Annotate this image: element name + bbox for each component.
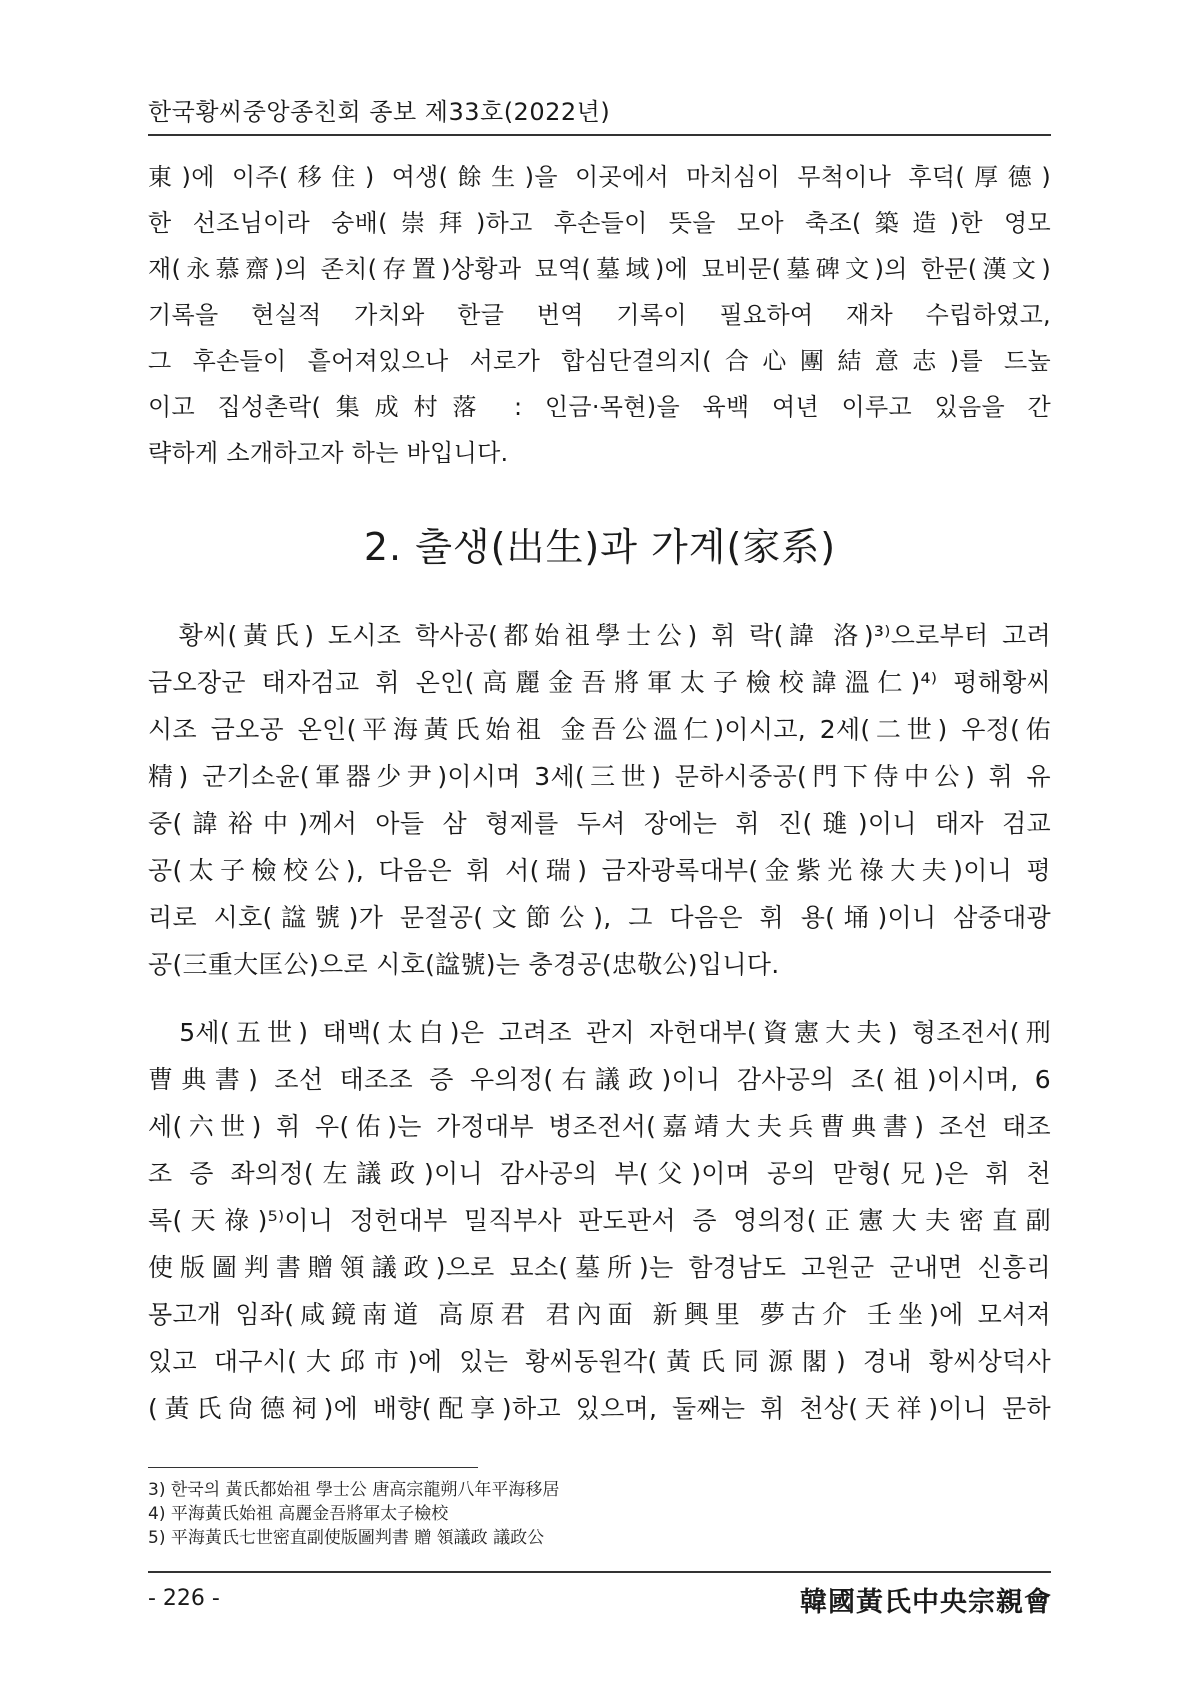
text-line: 록(天祿)⁵⁾이니 정헌대부 밀직부사 판도판서 증 영의정(正憲大夫密直副 — [148, 1206, 1051, 1235]
text-line: 東)에 이주(移住) 여생(餘生)을 이곳에서 마치심이 무척이나 후덕(厚德) — [148, 163, 1051, 191]
footnote-rule — [148, 1467, 478, 1468]
text-line: 재(永慕齋)의 존치(存置)상황과 묘역(墓域)에 묘비문(墓碑文)의 한문(漢文) — [148, 255, 1051, 283]
text-line: 精) 군기소윤(軍器少尹)이시며 3세(三世) 문하시중공(門下侍中公) 휘 유 — [148, 762, 1051, 791]
body-paragraph-1 — [148, 612, 1051, 988]
body-paragraph-2 — [148, 1009, 1051, 1432]
text-line: 그 후손들이 흩어져있으나 서로가 합심단결의지(合心團結意志)를 드높 — [148, 347, 1051, 375]
text-line: 중(諱裕中)께서 아들 삼 형제를 두셔 장에는 휘 진(璡)이니 태자 검교 — [148, 809, 1051, 838]
running-header: 한국황씨중앙종친회 종보 제33호(2022년) — [148, 98, 611, 126]
text-line: 략하게 소개하고자 하는 바입니다. — [148, 439, 509, 467]
text-line: 리로 시호(諡號)가 문절공(文節公), 그 다음은 휘 용(埇)이니 삼중대광 — [148, 903, 1051, 932]
text-line: 기록을 현실적 가치와 한글 번역 기록이 필요하여 재차 수립하였고, — [148, 301, 1051, 329]
text-line: 조 증 좌의정(左議政)이니 감사공의 부(父)이며 공의 맏형(兄)은 휘 천 — [148, 1159, 1051, 1188]
text-line: 세(六世) 휘 우(佑)는 가정대부 병조전서(嘉靖大夫兵曹典書) 조선 태조 — [148, 1112, 1051, 1141]
text-line: (黃氏尙德祠)에 배향(配享)하고 있으며, 둘째는 휘 천상(天祥)이니 문하 — [148, 1394, 1051, 1423]
footnote: 4) 平海黃氏始祖 高麗金吾將軍太子檢校 — [148, 1504, 449, 1524]
text-line: 금오장군 태자검교 휘 온인(高麗金吾將軍太子檢校諱溫仁)⁴⁾ 평해황씨 — [148, 668, 1051, 697]
text-line: 使版圖判書贈領議政)으로 묘소(墓所)는 함경남도 고원군 군내면 신흥리 — [148, 1253, 1051, 1282]
text-line: 曹典書) 조선 태조조 증 우의정(右議政)이니 감사공의 조(祖)이시며, 6 — [148, 1065, 1051, 1094]
text-line: 5세(五世) 태백(太白)은 고려조 관지 자헌대부(資憲大夫) 형조전서(刑 — [148, 1018, 1051, 1047]
text-line: 한 선조님이라 숭배(崇拜)하고 후손들이 뜻을 모아 축조(築造)한 영모 — [148, 209, 1051, 237]
footnotes — [148, 1478, 559, 1550]
footnote: 5) 平海黃氏七世密直副使版圖判書 贈 領議政 議政公 — [148, 1528, 545, 1548]
text-line: 황씨(黃氏) 도시조 학사공(都始祖學士公) 휘 락(諱 洛)³⁾으로부터 고려 — [148, 621, 1051, 650]
text-line: 몽고개 임좌(咸鏡南道 高原君 君內面 新興里 夢古介 壬坐)에 모셔져 — [148, 1300, 1051, 1329]
page-number: - 226 - — [148, 1586, 220, 1611]
text-line: 시조 금오공 온인(平海黃氏始祖 金吾公溫仁)이시고, 2세(二世) 우정(佑 — [148, 715, 1051, 744]
section-heading: 2. 출생(出生)과 가계(家系) — [363, 525, 837, 569]
text-line: 이고 집성촌락(集成村落 : 인금·목현)을 육백 여년 이루고 있음을 간 — [148, 393, 1051, 421]
footnote: 3) 한국의 黃氏都始祖 學士公 唐高宗龍朔八年平海移居 — [148, 1480, 560, 1500]
intro-paragraph — [148, 154, 1051, 476]
text-line: 공(太子檢校公), 다음은 휘 서(瑞) 금자광록대부(金紫光祿大夫)이니 평 — [148, 856, 1051, 885]
organization-logo: 韓國黃氏中央宗親會 — [800, 1587, 1052, 1618]
text-line: 있고 대구시(大邱市)에 있는 황씨동원각(黃氏同源閣) 경내 황씨상덕사 — [148, 1347, 1051, 1376]
header-rule — [148, 134, 1051, 136]
footer-rule — [148, 1571, 1051, 1573]
text-line: 공(三重大匡公)으로 시호(諡號)는 충경공(忠敬公)입니다. — [148, 950, 780, 979]
